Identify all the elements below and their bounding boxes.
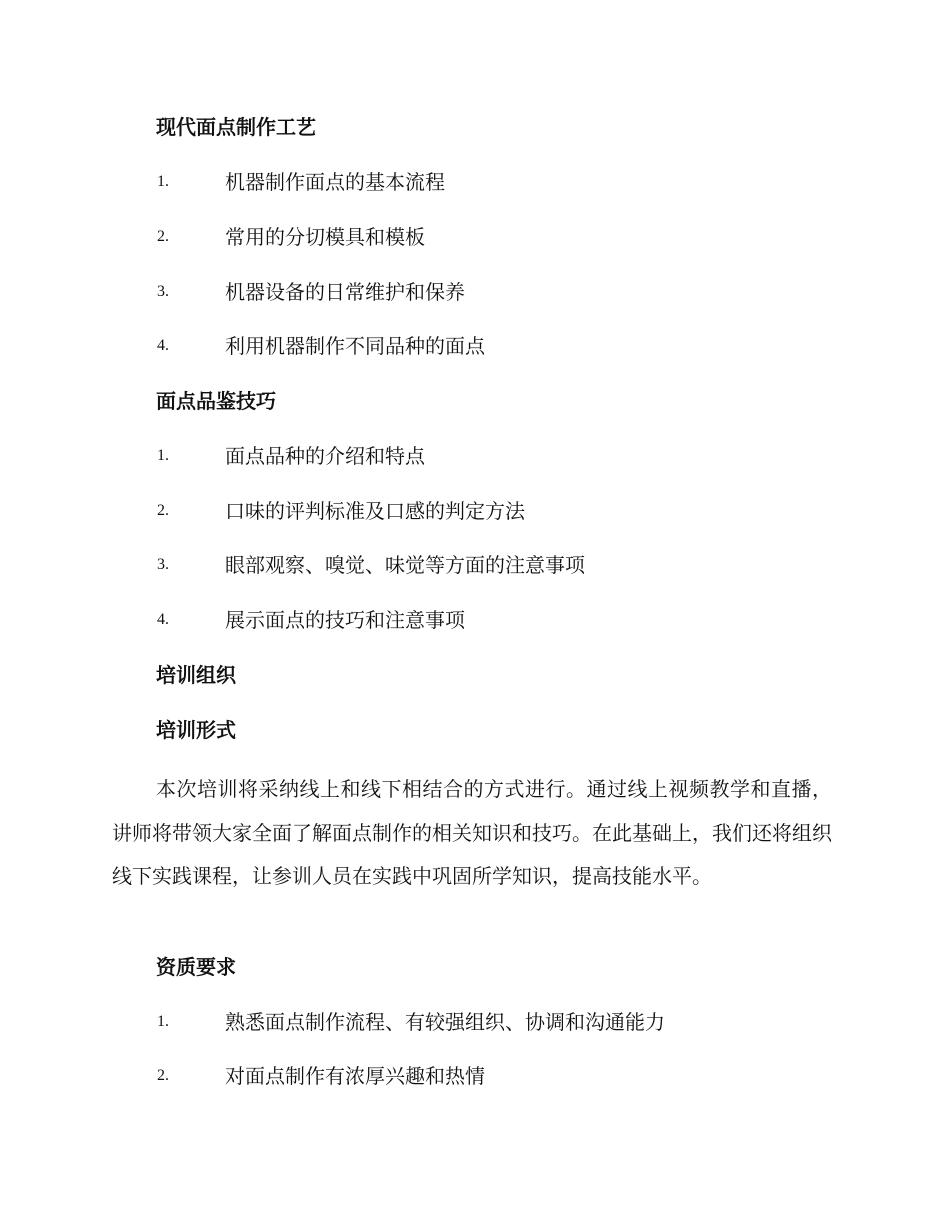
section-heading-modern-craft: 现代面点制作工艺 [156, 115, 316, 139]
list-item [0, 606, 950, 634]
section-heading-organization: 培训组织 [156, 663, 236, 687]
section-heading-qualifications: 资质要求 [156, 955, 236, 979]
list-item-text: 对面点制作有浓厚兴趣和热情 [225, 1064, 485, 1088]
list-number: 4. [157, 611, 169, 628]
list-item [0, 278, 950, 306]
list-item-text: 利用机器制作不同品种的面点 [225, 334, 485, 358]
subsection-heading-format: 培训形式 [156, 718, 236, 742]
list-number: 2. [157, 1067, 169, 1084]
list-item [0, 168, 950, 196]
section-heading-tasting: 面点品鉴技巧 [156, 389, 276, 413]
list-item [0, 497, 950, 525]
list-item [0, 332, 950, 360]
list-item [0, 1062, 950, 1090]
list-number: 2. [157, 502, 169, 519]
list-item [0, 223, 950, 251]
list-item-text: 面点品种的介绍和特点 [225, 444, 425, 468]
list-item-text: 熟悉面点制作流程、有较强组织、协调和沟通能力 [225, 1010, 665, 1034]
list-number: 1. [157, 173, 169, 190]
list-item-text: 机器设备的日常维护和保养 [225, 280, 465, 304]
list-item-text: 展示面点的技巧和注意事项 [225, 608, 465, 632]
list-number: 3. [157, 283, 169, 300]
list-number: 3. [157, 556, 169, 573]
list-number: 4. [157, 337, 169, 354]
list-number: 1. [157, 1013, 169, 1030]
list-item-text: 机器制作面点的基本流程 [225, 170, 445, 194]
list-number: 1. [157, 447, 169, 464]
list-item [0, 551, 950, 579]
list-item [0, 442, 950, 470]
list-item-text: 眼部观察、嗅觉、味觉等方面的注意事项 [225, 553, 585, 577]
training-format-paragraph: 本次培训将采纳线上和线下相结合的方式进行。通过线上视频教学和直播，讲师将带领大家全面了解面点制作的相关知识和技巧。在此基础上，我们还将组织线下实践课程，让参训人员在实践中巩固所学知识，提高技能水平。 [112, 777, 832, 888]
list-item-text: 常用的分切模具和模板 [225, 225, 425, 249]
list-number: 2. [157, 228, 169, 245]
list-item [0, 1008, 950, 1036]
list-item-text: 口味的评判标准及口感的判定方法 [225, 499, 525, 523]
